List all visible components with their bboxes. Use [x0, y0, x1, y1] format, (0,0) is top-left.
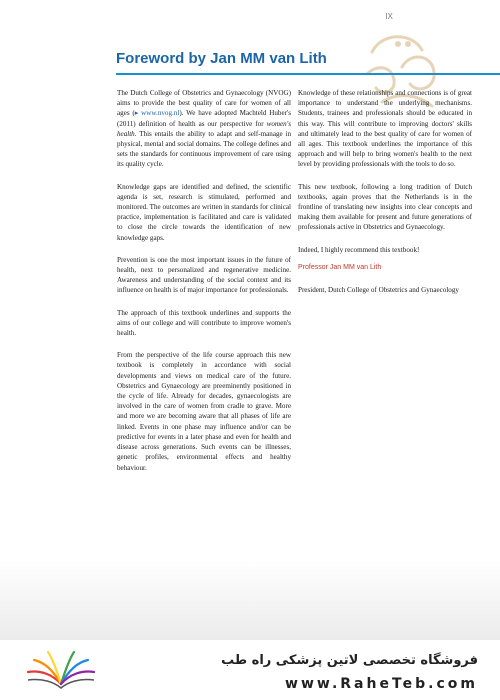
paragraph: The approach of this textbook underlines and supports the aims of our college and will contribute to improve women's health.	[117, 308, 291, 338]
store-url[interactable]: www.RaheTeb.com	[285, 676, 478, 692]
store-name: فروشگاه تخصصی لاتین پزشکی راه طب	[221, 653, 478, 668]
page-title: Foreword by Jan MM van Lith	[116, 50, 327, 67]
page-number: IX	[385, 12, 393, 21]
open-book-logo-icon	[22, 650, 100, 690]
nvog-link[interactable]: ▸ www.nvog.nl	[134, 109, 180, 118]
paragraph: The Dutch College of Obstetrics and Gynaecology (NVOG) aims to provide the best quality of care for women of all ages (▸ www.nvog.nl). We have adopted Machteld Huber's (2011) definition of health as our perspective for women's health. This entails the ability to adapt and self-manage in physical, mental and social domains. The college defines and sets the standards for continuous improvement of care using its quality cycle.	[117, 89, 291, 169]
paragraph: Knowledge of these relationships and connections is of great importance to understand the underlying mechanisms. Students, trainees and professionals should be educated in this way. This will contribute to improving doctors' skills and ultimately lead to the best quality of care for women of all ages. This textbook underlines the importance of this approach and will help to bring women's health to the next level by providing professionals with the tools to do so.	[298, 89, 472, 169]
paragraph: Indeed, I highly recommend this textbook!	[298, 245, 420, 254]
paragraph: Prevention is one the most important issues in the future of health, next to personalized and regenerative medicine. Awareness and understanding of the social context and its influence on health is of major importance for professionals.	[117, 255, 291, 295]
paragraph: Knowledge gaps are identified and defined, the scientific agenda is set, research is stimulated, performed and monitored. The outcomes are written in standards for clinical practice, implementation is facilitated and care is validated to close the circle towards the identification of new knowledge gaps.	[117, 182, 291, 242]
author-name: Professor Jan MM van Lith	[298, 263, 382, 271]
right-column	[298, 88, 472, 307]
paragraph: This new textbook, following a long tradition of Dutch textbooks, again proves that the Netherlands is in the frontline of translating new insights into clear concepts and making them available for present and future generations of professionals active in Obstetrics and Gynaecology.	[298, 182, 472, 232]
author-role: President, Dutch College of Obstetrics and Gynaecology	[298, 286, 459, 295]
left-column	[117, 88, 291, 485]
paragraph: From the perspective of the life course approach this new textbook is completely in accordance with social developments and views on medical care of the future. Obstetrics and Gynaecology are preeminently positioned in the cycle of life. Already for decades, gynaecologists are involved in the care of women from cradle to grave. More and more we are becoming aware that all phases of life are linked. Events in one phase may influence and/or can be predictive for events in a later phase and even for health and disease across generations. Such events can be illnesses, genetic profiles, environmental effects and healthy behaviour.	[117, 351, 291, 472]
title-rule	[116, 73, 500, 75]
